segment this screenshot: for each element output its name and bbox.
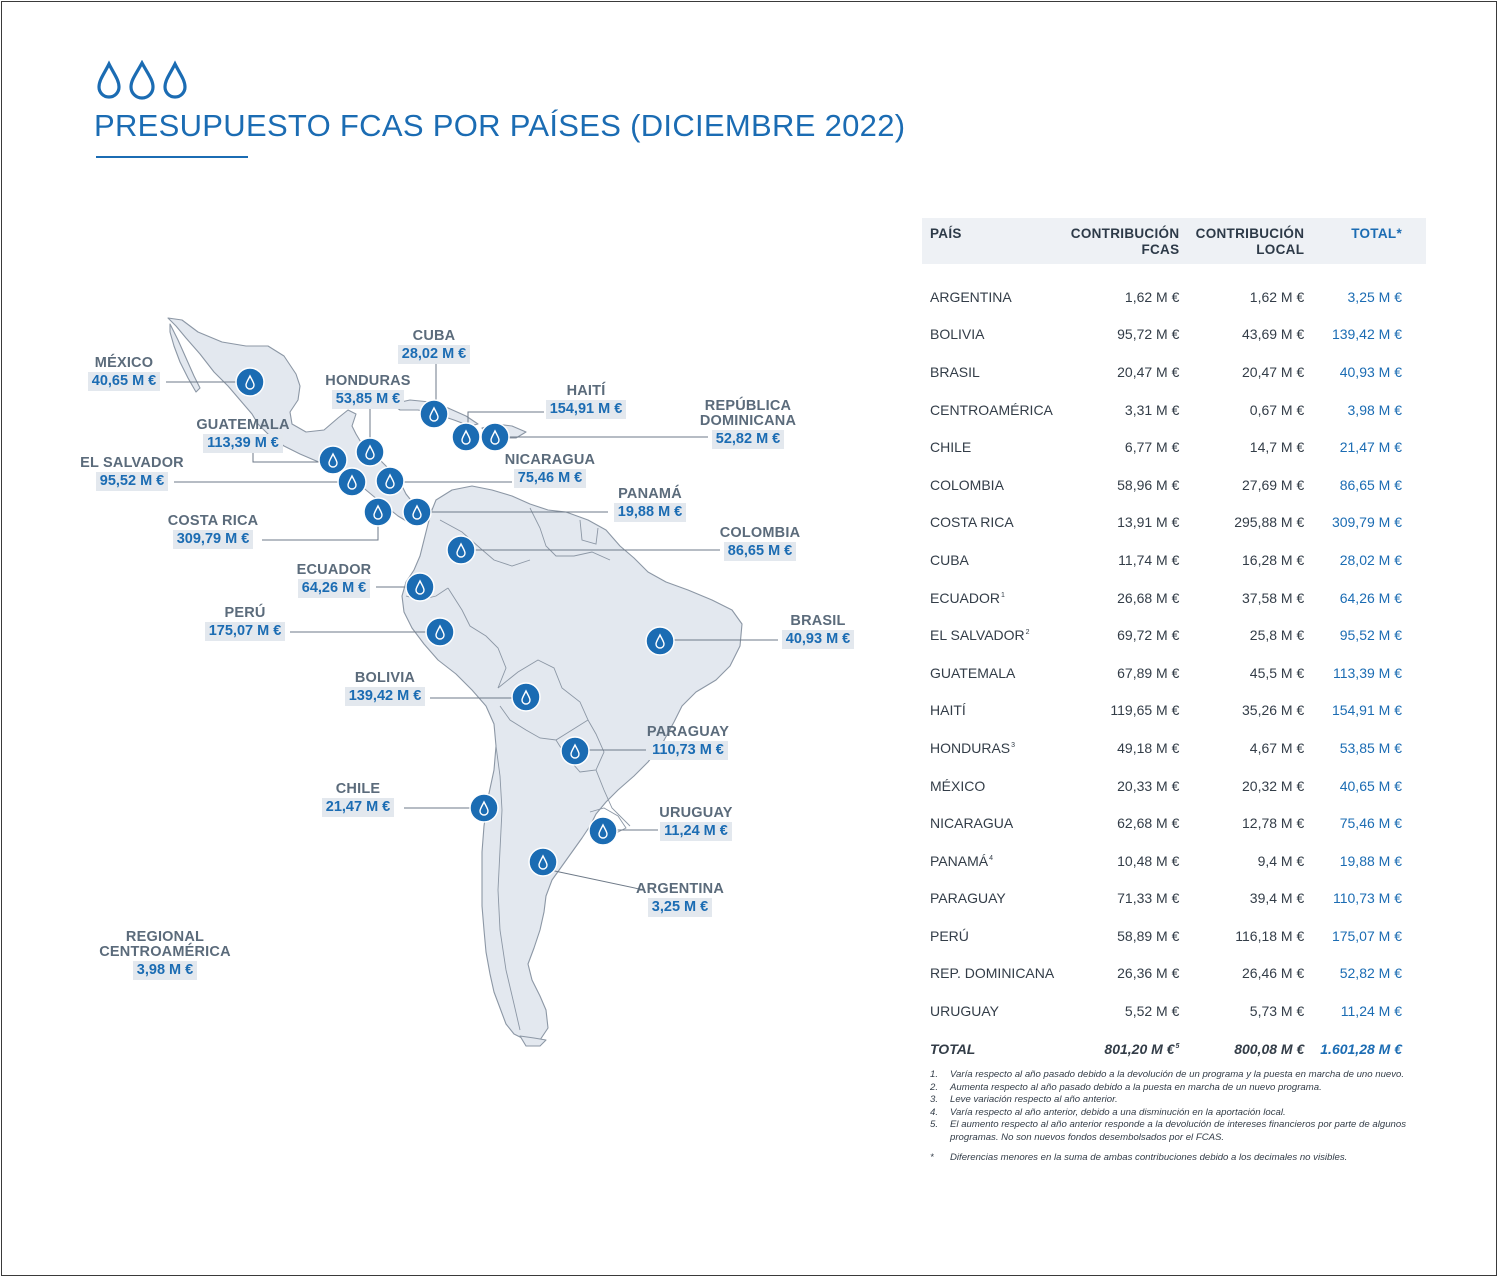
cell-local: 25,8 M € (1249, 627, 1305, 644)
label-nicaragua (498, 453, 602, 488)
total-local: 800,08 M € (1234, 1040, 1305, 1057)
label-bolivia-value: 139,42 M € (345, 687, 426, 706)
cell-local: 27,69 M € (1242, 476, 1305, 493)
label-chile-value: 21,47 M € (322, 798, 395, 817)
label-chile (312, 782, 404, 817)
cell-total: 3,25 M € (1347, 288, 1402, 305)
cell-local: 20,32 M € (1242, 777, 1305, 794)
label-el-salvador-value: 95,52 M € (96, 472, 169, 491)
cell-pais: EL SALVADOR$^2$ (930, 627, 1030, 644)
marker-el-salvador-water-drop-icon (338, 468, 366, 496)
table-row (922, 579, 1426, 617)
cell-total: 21,47 M € (1339, 439, 1402, 456)
table-row (922, 804, 1426, 842)
cell-total: 139,42 M € (1331, 326, 1402, 343)
cell-pais: HONDURAS$^3$ (930, 739, 1016, 756)
marker-brasil-water-drop-icon (646, 627, 674, 655)
cell-pais: PANAMÁ$^4$ (930, 852, 993, 869)
cell-total: 113,39 M € (1332, 664, 1402, 681)
cell-local: 14,7 M € (1249, 439, 1305, 456)
leader-costa-rica (262, 513, 378, 540)
footnote-decimals: * Diferencias menores en la suma de ambas contribuciones debido a los decimales no visibles. (930, 1152, 1348, 1163)
label-regional-centroamerica (90, 930, 240, 980)
table-row (922, 616, 1426, 654)
cell-total: 19,88 M € (1339, 852, 1402, 869)
marker-rep-dominicana-water-drop-icon (481, 423, 509, 451)
cell-total: 40,93 M € (1339, 363, 1402, 380)
cell-fcas: 71,33 M € (1117, 890, 1180, 907)
label-brasil-value: 40,93 M € (782, 630, 855, 649)
footnote-ref: 1 (1001, 591, 1005, 599)
label-panama-name: PANAMÁ (618, 486, 682, 502)
cell-local: 1,62 M € (1249, 288, 1305, 305)
total-fcas: 801,20 M €$^5$ (1104, 1040, 1180, 1057)
label-chile-name: CHILE (335, 781, 381, 797)
label-argentina-name: ARGENTINA (636, 881, 724, 897)
label-uruguay-name: URUGUAY (659, 805, 733, 821)
cell-local: 0,67 M € (1249, 401, 1305, 418)
marker-mexico-water-drop-icon (236, 368, 264, 396)
cell-local: 12,78 M € (1242, 815, 1305, 832)
label-nicaragua-value: 75,46 M € (514, 469, 587, 488)
footnote-ref: 3 (1011, 741, 1016, 749)
label-bolivia (336, 671, 434, 706)
cell-fcas: 67,89 M € (1117, 664, 1180, 681)
label-nicaragua-name: NICARAGUA (504, 452, 596, 468)
label-ecuador-value: 64,26 M € (298, 579, 371, 598)
cell-total: 309,79 M € (1331, 514, 1402, 531)
marker-panama-water-drop-icon (403, 498, 431, 526)
footnote-item: 3. Leve variación respecto al año anterior. (930, 1094, 1118, 1105)
label-mexico (82, 356, 166, 391)
label-honduras-name: HONDURAS (325, 373, 411, 389)
cell-fcas: 3,31 M € (1124, 401, 1180, 418)
marker-honduras-water-drop-icon (356, 438, 384, 466)
cell-fcas: 95,72 M € (1117, 326, 1180, 343)
label-paraguay (640, 725, 736, 760)
cell-fcas: 20,33 M € (1117, 777, 1180, 794)
cell-local: 39,4 M € (1249, 890, 1305, 907)
table-row (922, 992, 1426, 1030)
budget-table (922, 218, 1426, 1067)
table-row (922, 955, 1426, 993)
label-el-salvador (72, 456, 192, 491)
label-cuba-name: CUBA (412, 328, 456, 344)
cell-pais: PERÚ (930, 927, 969, 944)
cell-local: 116,18 M € (1235, 927, 1305, 944)
table-row (922, 917, 1426, 955)
label-cuba-value: 28,02 M € (398, 345, 471, 364)
cell-fcas: 13,91 M € (1117, 514, 1180, 531)
label-guatemala-value: 113,39 M € (203, 434, 283, 453)
table-total-row (922, 1030, 1426, 1068)
cell-fcas: 20,47 M € (1117, 363, 1180, 380)
marker-nicaragua-water-drop-icon (376, 467, 404, 495)
cell-fcas: 11,74 M € (1118, 551, 1180, 568)
cell-fcas: 6,77 M € (1124, 439, 1180, 456)
cell-total: 28,02 M € (1339, 551, 1402, 568)
marker-bolivia-water-drop-icon (512, 683, 540, 711)
cell-pais: ECUADOR$^1$ (930, 589, 1005, 606)
cell-total: 11,24 M € (1340, 1003, 1402, 1020)
cell-fcas: 62,68 M € (1117, 815, 1180, 832)
cell-pais: CUBA (930, 551, 969, 568)
marker-argentina-water-drop-icon (529, 848, 557, 876)
header-contribucion-fcas: CONTRIBUCIÓN FCAS (1062, 218, 1187, 264)
label-argentina-value: 3,25 M € (648, 898, 712, 917)
label-panama (604, 487, 696, 522)
cell-fcas: 58,96 M € (1117, 476, 1180, 493)
table-row (922, 504, 1426, 542)
label-paraguay-value: 110,73 M € (648, 741, 728, 760)
label-colombia-name: COLOMBIA (719, 525, 801, 541)
label-haiti-value: 154,91 M € (546, 400, 627, 419)
label-costa-rica (158, 514, 268, 549)
cell-local: 16,28 M € (1242, 551, 1305, 568)
label-costa-rica-value: 309,79 M € (173, 530, 254, 549)
page-title: PRESUPUESTO FCAS POR PAÍSES (DICIEMBRE 2022) (94, 108, 906, 143)
cell-total: 86,65 M € (1339, 476, 1402, 493)
table-row (922, 428, 1426, 466)
label-rep-dominicana-name-1: REPÚBLICA (704, 398, 792, 414)
cell-local: 35,26 M € (1242, 702, 1305, 719)
table-row (922, 466, 1426, 504)
footnote-ref: 2 (1025, 629, 1030, 637)
label-haiti (540, 384, 632, 419)
label-haiti-name: HAITÍ (566, 383, 606, 399)
marker-cuba-water-drop-icon (420, 400, 448, 428)
cell-pais: PARAGUAY (930, 890, 1006, 907)
label-peru-value: 175,07 M € (205, 622, 286, 641)
cell-total: 53,85 M € (1339, 739, 1402, 756)
cell-total: 154,91 M € (1331, 702, 1402, 719)
cell-fcas: 10,48 M € (1117, 852, 1180, 869)
cell-pais: BOLIVIA (930, 326, 985, 343)
cell-total: 52,82 M € (1339, 965, 1402, 982)
cell-total: 40,65 M € (1339, 777, 1402, 794)
cell-total: 3,98 M € (1347, 401, 1402, 418)
label-brasil-name: BRASIL (790, 613, 846, 629)
label-guatemala (188, 418, 298, 453)
label-bolivia-name: BOLIVIA (354, 670, 416, 686)
table-row (922, 692, 1426, 730)
cell-fcas: 49,18 M € (1117, 739, 1180, 756)
cell-local: 26,46 M € (1242, 965, 1305, 982)
table-row (922, 842, 1426, 880)
label-cuba (388, 329, 480, 364)
footnote-item: 2. Aumenta respecto al año pasado debido a la puesta en marcha de un nuevo programa. (930, 1081, 1322, 1093)
cell-fcas: 1,62 M € (1124, 288, 1180, 305)
footnote-item: 4. Varía respecto al año anterior, debido a una disminución en la aportación local. (930, 1106, 1286, 1118)
cell-fcas: 26,36 M € (1117, 965, 1180, 982)
table-row (922, 353, 1426, 391)
label-honduras-value: 53,85 M € (332, 390, 405, 409)
footnote-ref: 5 (1175, 1042, 1180, 1050)
cell-local: 37,58 M € (1242, 589, 1305, 606)
table-row (922, 880, 1426, 918)
table-row (922, 278, 1426, 316)
label-colombia (712, 526, 808, 561)
label-uruguay (650, 806, 742, 841)
label-rep-dominicana-name-2: DOMINICANA (699, 413, 797, 429)
cell-pais: BRASIL (930, 363, 980, 380)
cell-pais: NICARAGUA (930, 815, 1014, 832)
label-el-salvador-name: EL SALVADOR (80, 455, 184, 471)
label-paraguay-name: PARAGUAY (646, 724, 730, 740)
label-colombia-value: 86,65 M € (724, 542, 797, 561)
label-peru-name: PERÚ (224, 605, 266, 621)
label-guatemala-name: GUATEMALA (196, 417, 290, 433)
label-uruguay-value: 11,24 M € (660, 822, 732, 841)
cell-local: 45,5 M € (1249, 664, 1305, 681)
label-mexico-value: 40,65 M € (88, 372, 161, 391)
header-pais: PAÍS (922, 218, 1062, 264)
cell-pais: CENTROAMÉRICA (930, 401, 1053, 418)
cell-pais: URUGUAY (930, 1003, 999, 1020)
label-brasil (772, 614, 864, 649)
marker-haiti-water-drop-icon (452, 423, 480, 451)
footnote-item: 5. El aumento respecto al año anterior responde a la devolución de intereses financieros por parte de algunos programas. No son nuevos fondos desembolsados por el FCAS. (930, 1119, 1406, 1143)
marker-ecuador-water-drop-icon (406, 573, 434, 601)
table-row (922, 767, 1426, 805)
marker-peru-water-drop-icon (426, 618, 454, 646)
cell-local: 20,47 M € (1242, 363, 1305, 380)
label-rep-dominicana (690, 399, 806, 449)
label-regional-name-2: CENTROAMÉRICA (99, 944, 231, 960)
cell-total: 64,26 M € (1339, 589, 1402, 606)
table-row (922, 541, 1426, 579)
label-mexico-name: MÉXICO (94, 355, 154, 371)
label-rep-dominicana-value: 52,82 M € (712, 430, 785, 449)
cell-local: 5,73 M € (1249, 1003, 1305, 1020)
cell-pais: ARGENTINA (930, 288, 1012, 305)
marker-chile-water-drop-icon (470, 794, 498, 822)
cell-local: 9,4 M € (1257, 852, 1305, 869)
label-panama-value: 19,88 M € (614, 503, 687, 522)
cell-total: 110,73 M € (1332, 890, 1402, 907)
cell-pais: HAITÍ (930, 702, 966, 719)
cell-pais: CHILE (930, 439, 972, 456)
cell-pais: COLOMBIA (930, 476, 1004, 493)
table-row (922, 654, 1426, 692)
cell-total: 75,46 M € (1339, 815, 1402, 832)
total-total: 1.601,28 M € (1320, 1040, 1402, 1057)
marker-uruguay-water-drop-icon (589, 817, 617, 845)
cell-fcas: 58,89 M € (1117, 927, 1180, 944)
cell-total: 95,52 M € (1339, 627, 1402, 644)
cell-fcas: 26,68 M € (1117, 589, 1180, 606)
table-row (922, 729, 1426, 767)
cell-local: 4,67 M € (1249, 739, 1305, 756)
header-contribucion-local: CONTRIBUCIÓN LOCAL (1187, 218, 1312, 264)
marker-costa-rica-water-drop-icon (364, 498, 392, 526)
cell-total: 175,07 M € (1331, 927, 1402, 944)
total-label: TOTAL (930, 1040, 976, 1057)
label-costa-rica-name: COSTA RICA (167, 513, 259, 529)
footnote-ref: 4 (989, 854, 993, 862)
cell-fcas: 5,52 M € (1124, 1003, 1180, 1020)
table-row (922, 391, 1426, 429)
cell-pais: GUATEMALA (930, 664, 1016, 681)
marker-guatemala-water-drop-icon (319, 446, 347, 474)
marker-paraguay-water-drop-icon (561, 737, 589, 765)
table-header-row (922, 218, 1426, 264)
label-ecuador-name: ECUADOR (296, 562, 372, 578)
cell-local: 43,69 M € (1242, 326, 1305, 343)
cell-fcas: 119,65 M € (1110, 702, 1180, 719)
cell-local: 295,88 M € (1234, 514, 1305, 531)
cell-fcas: 69,72 M € (1117, 627, 1180, 644)
header-total: TOTAL* (1312, 218, 1426, 264)
marker-colombia-water-drop-icon (447, 536, 475, 564)
label-ecuador (286, 563, 382, 598)
cell-pais: MÉXICO (930, 777, 986, 794)
footnotes (930, 1069, 1425, 1165)
cell-pais: REP. DOMINICANA (930, 965, 1055, 982)
cell-pais: COSTA RICA (930, 514, 1014, 531)
label-regional-value: 3,98 M € (133, 961, 197, 980)
label-peru (196, 606, 294, 641)
label-regional-name-1: REGIONAL (125, 929, 205, 945)
label-honduras (320, 374, 416, 409)
table-row (922, 316, 1426, 354)
label-argentina (628, 882, 732, 917)
footnote-item: 1. Varía respecto al año pasado debido a la devolución de un programa y la puesta en marcha de uno nuevo. (930, 1069, 1405, 1080)
